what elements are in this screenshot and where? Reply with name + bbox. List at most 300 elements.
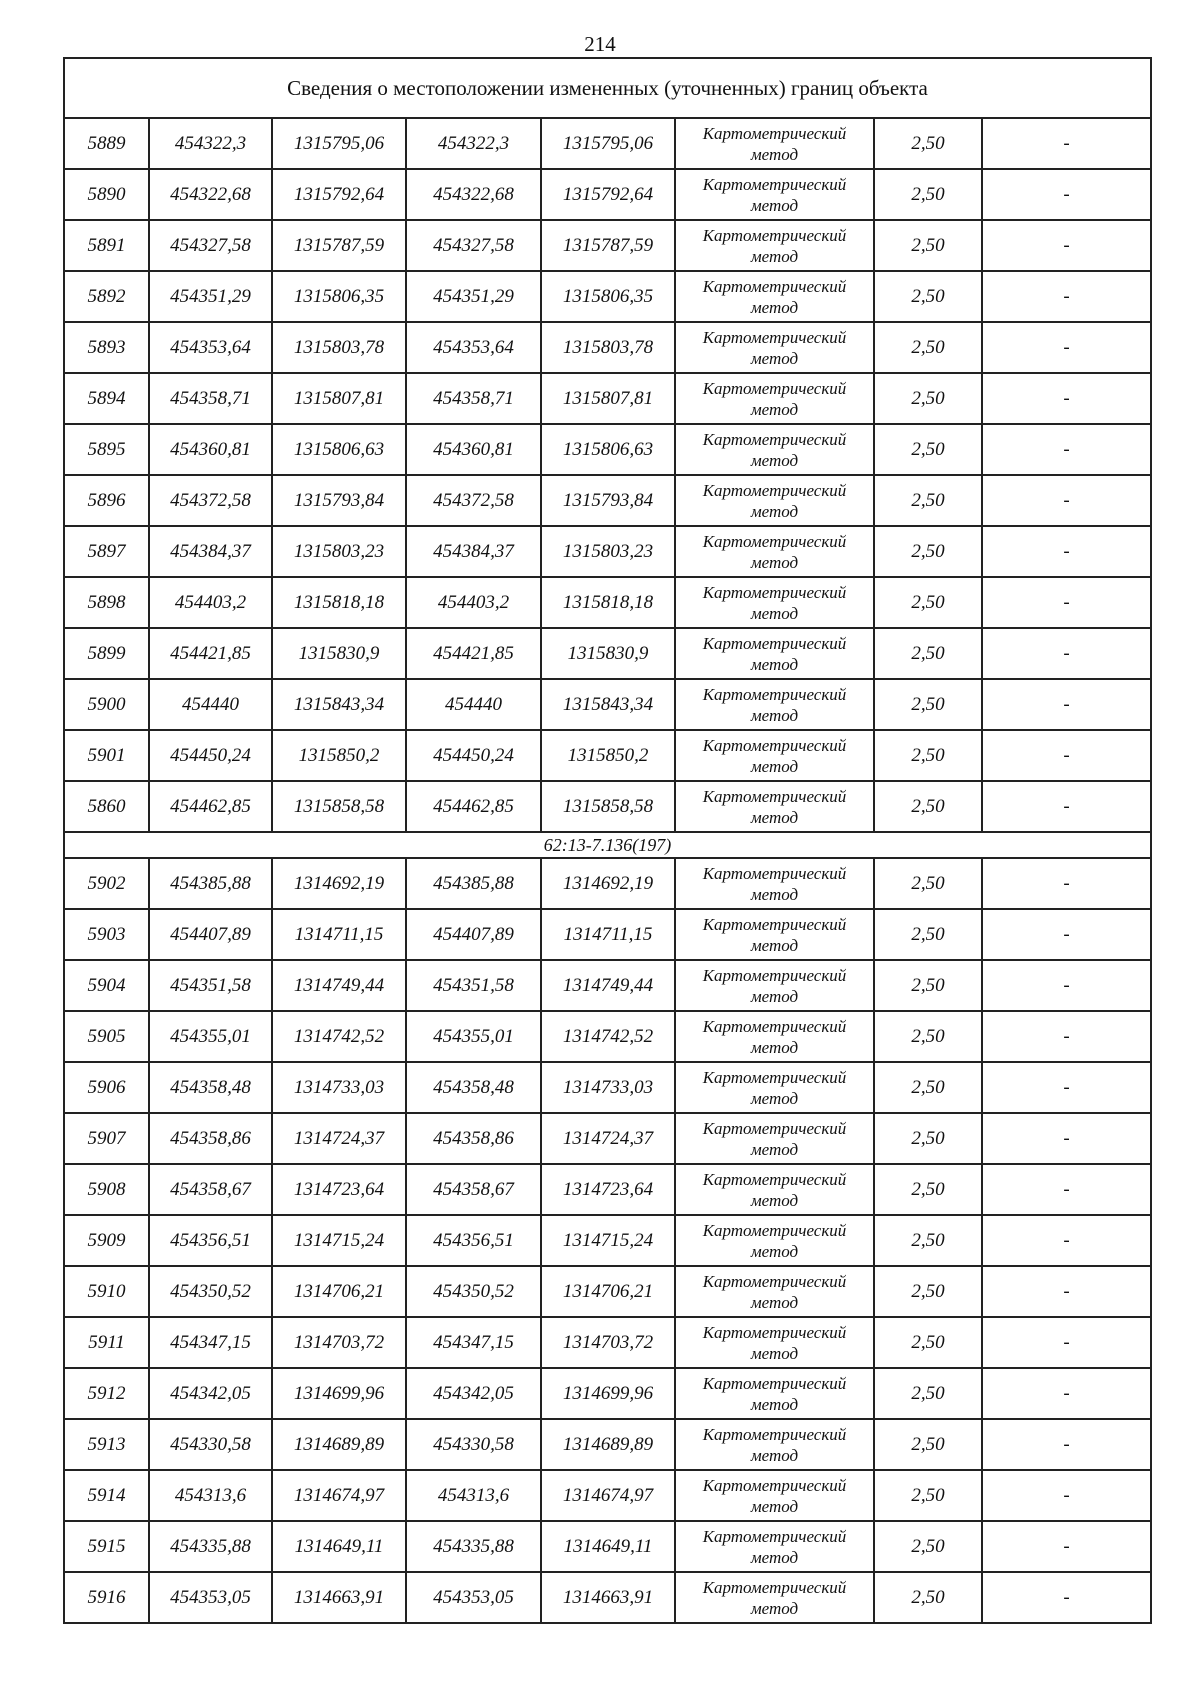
method-text-line1: Картометрический [702,123,847,143]
accuracy-cell: 2,50 [874,169,982,220]
x-existing-cell: 454450,24 [149,730,272,781]
description-cell: - [982,424,1151,475]
x-new-cell: 454384,37 [406,526,541,577]
description-cell: - [982,220,1151,271]
y-existing-cell: 1315807,81 [272,373,406,424]
boundary-coordinates-table [63,57,1152,1624]
y-existing-cell: 1314692,19 [272,858,406,909]
y-new-cell: 1314742,52 [541,1011,675,1062]
y-new-cell: 1315803,78 [541,322,675,373]
page-number: 214 [584,32,616,56]
x-new-cell: 454353,64 [406,322,541,373]
method-cell [675,1317,874,1368]
y-existing-cell: 1314699,96 [272,1368,406,1419]
accuracy-cell: 2,50 [874,909,982,960]
table-row [64,909,1151,960]
method-text-line2: метод [750,399,799,419]
y-existing-cell: 1314649,11 [272,1521,406,1572]
description-cell: - [982,118,1151,169]
table-row [64,858,1151,909]
x-existing-cell: 454358,48 [149,1062,272,1113]
y-new-cell: 1315787,59 [541,220,675,271]
table-row [64,424,1151,475]
method-text-line1: Картометрический [702,1373,847,1393]
accuracy-cell: 2,50 [874,220,982,271]
table-row [64,577,1151,628]
point-number-cell: 5916 [64,1572,149,1623]
method-cell [675,1215,874,1266]
section-header-row [64,832,1151,858]
description-cell: - [982,1470,1151,1521]
table-row [64,1266,1151,1317]
y-existing-cell: 1314733,03 [272,1062,406,1113]
table-row [64,475,1151,526]
method-text-line1: Картометрический [702,1475,847,1495]
description-cell: - [982,858,1151,909]
point-number-cell: 5898 [64,577,149,628]
method-text-line2: метод [750,1598,799,1618]
y-new-cell: 1314663,91 [541,1572,675,1623]
method-text-line1: Картометрический [702,1016,847,1036]
description-cell: - [982,1419,1151,1470]
y-existing-cell: 1315792,64 [272,169,406,220]
method-text-line2: метод [750,884,799,904]
method-cell [675,909,874,960]
method-cell [675,526,874,577]
point-number-cell: 5894 [64,373,149,424]
x-new-cell: 454351,29 [406,271,541,322]
method-text-line2: метод [750,1394,799,1414]
table-row [64,1368,1151,1419]
accuracy-cell: 2,50 [874,628,982,679]
method-text-line2: метод [750,1547,799,1567]
x-existing-cell: 454358,71 [149,373,272,424]
method-cell [675,781,874,832]
accuracy-cell: 2,50 [874,1062,982,1113]
accuracy-cell: 2,50 [874,1572,982,1623]
point-number-cell: 5891 [64,220,149,271]
table-row [64,1419,1151,1470]
method-text-line2: метод [750,1190,799,1210]
method-text-line2: метод [750,1241,799,1261]
y-new-cell: 1314649,11 [541,1521,675,1572]
x-new-cell: 454322,3 [406,118,541,169]
point-number-cell: 5912 [64,1368,149,1419]
accuracy-cell: 2,50 [874,1266,982,1317]
accuracy-cell: 2,50 [874,781,982,832]
method-cell [675,220,874,271]
method-cell [675,1368,874,1419]
x-existing-cell: 454335,88 [149,1521,272,1572]
method-text-line2: метод [750,1445,799,1465]
method-text-line2: метод [750,450,799,470]
x-existing-cell: 454355,01 [149,1011,272,1062]
method-cell [675,679,874,730]
point-number-cell: 5914 [64,1470,149,1521]
y-existing-cell: 1315806,35 [272,271,406,322]
method-cell [675,322,874,373]
point-number-cell: 5895 [64,424,149,475]
accuracy-cell: 2,50 [874,1011,982,1062]
y-existing-cell: 1314703,72 [272,1317,406,1368]
method-cell [675,1266,874,1317]
point-number-cell: 5909 [64,1215,149,1266]
accuracy-cell: 2,50 [874,1164,982,1215]
table-body [64,58,1151,1623]
method-cell [675,628,874,679]
table-row [64,169,1151,220]
method-text-line1: Картометрический [702,1526,847,1546]
method-cell [675,1164,874,1215]
point-number-cell: 5904 [64,960,149,1011]
description-cell: - [982,909,1151,960]
y-new-cell: 1314724,37 [541,1113,675,1164]
y-existing-cell: 1314724,37 [272,1113,406,1164]
x-new-cell: 454372,58 [406,475,541,526]
point-number-cell: 5893 [64,322,149,373]
method-text-line1: Картометрический [702,1577,847,1597]
y-new-cell: 1314706,21 [541,1266,675,1317]
y-new-cell: 1314733,03 [541,1062,675,1113]
y-new-cell: 1314703,72 [541,1317,675,1368]
y-new-cell: 1315850,2 [541,730,675,781]
x-existing-cell: 454351,58 [149,960,272,1011]
x-new-cell: 454351,58 [406,960,541,1011]
x-existing-cell: 454407,89 [149,909,272,960]
table-row [64,628,1151,679]
point-number-cell: 5911 [64,1317,149,1368]
x-existing-cell: 454322,3 [149,118,272,169]
description-cell: - [982,679,1151,730]
table-row [64,679,1151,730]
x-new-cell: 454440 [406,679,541,730]
x-new-cell: 454330,58 [406,1419,541,1470]
x-new-cell: 454358,48 [406,1062,541,1113]
method-cell [675,424,874,475]
method-text-line1: Картометрический [702,1424,847,1444]
x-existing-cell: 454330,58 [149,1419,272,1470]
point-number-cell: 5890 [64,169,149,220]
table-title: Сведения о местоположении измененных (уточненных) границ объекта [64,58,1151,118]
method-text-line1: Картометрический [702,225,847,245]
description-cell: - [982,730,1151,781]
accuracy-cell: 2,50 [874,858,982,909]
accuracy-cell: 2,50 [874,1419,982,1470]
point-number-cell: 5897 [64,526,149,577]
description-cell: - [982,577,1151,628]
x-new-cell: 454358,71 [406,373,541,424]
method-cell [675,1419,874,1470]
accuracy-cell: 2,50 [874,1521,982,1572]
y-new-cell: 1314711,15 [541,909,675,960]
y-new-cell: 1314723,64 [541,1164,675,1215]
method-text-line1: Картометрический [702,863,847,883]
y-existing-cell: 1315830,9 [272,628,406,679]
y-existing-cell: 1314715,24 [272,1215,406,1266]
table-row [64,1470,1151,1521]
description-cell: - [982,1113,1151,1164]
x-new-cell: 454335,88 [406,1521,541,1572]
y-existing-cell: 1315795,06 [272,118,406,169]
description-cell: - [982,271,1151,322]
method-text-line2: метод [750,348,799,368]
x-existing-cell: 454360,81 [149,424,272,475]
x-existing-cell: 454372,58 [149,475,272,526]
y-existing-cell: 1314711,15 [272,909,406,960]
y-new-cell: 1315793,84 [541,475,675,526]
x-new-cell: 454358,67 [406,1164,541,1215]
y-existing-cell: 1314706,21 [272,1266,406,1317]
x-existing-cell: 454342,05 [149,1368,272,1419]
description-cell: - [982,1062,1151,1113]
description-cell: - [982,322,1151,373]
table-row [64,1572,1151,1623]
accuracy-cell: 2,50 [874,1368,982,1419]
y-new-cell: 1315843,34 [541,679,675,730]
y-existing-cell: 1315818,18 [272,577,406,628]
y-existing-cell: 1315803,78 [272,322,406,373]
x-existing-cell: 454421,85 [149,628,272,679]
method-text-line2: метод [750,1139,799,1159]
method-cell [675,1011,874,1062]
x-new-cell: 454327,58 [406,220,541,271]
accuracy-cell: 2,50 [874,424,982,475]
x-existing-cell: 454353,64 [149,322,272,373]
x-new-cell: 454450,24 [406,730,541,781]
method-text-line2: метод [750,144,799,164]
x-new-cell: 454342,05 [406,1368,541,1419]
accuracy-cell: 2,50 [874,526,982,577]
method-text-line2: метод [750,195,799,215]
point-number-cell: 5860 [64,781,149,832]
method-cell [675,271,874,322]
x-existing-cell: 454350,52 [149,1266,272,1317]
method-text-line2: метод [750,654,799,674]
description-cell: - [982,628,1151,679]
x-existing-cell: 454347,15 [149,1317,272,1368]
method-cell [675,1572,874,1623]
x-existing-cell: 454358,67 [149,1164,272,1215]
y-new-cell: 1315807,81 [541,373,675,424]
method-text-line1: Картометрический [702,276,847,296]
section-label: 62:13-7.136(197) [64,832,1151,858]
table-row [64,118,1151,169]
x-new-cell: 454385,88 [406,858,541,909]
x-new-cell: 454421,85 [406,628,541,679]
description-cell: - [982,1521,1151,1572]
method-text-line1: Картометрический [702,1067,847,1087]
x-new-cell: 454353,05 [406,1572,541,1623]
method-cell [675,577,874,628]
method-text-line2: метод [750,756,799,776]
method-cell [675,730,874,781]
method-cell [675,475,874,526]
method-text-line1: Картометрический [702,327,847,347]
y-new-cell: 1315792,64 [541,169,675,220]
method-text-line1: Картометрический [702,1169,847,1189]
y-existing-cell: 1315793,84 [272,475,406,526]
table-row [64,220,1151,271]
method-text-line1: Картометрический [702,531,847,551]
table-row [64,271,1151,322]
x-new-cell: 454355,01 [406,1011,541,1062]
y-new-cell: 1314699,96 [541,1368,675,1419]
x-existing-cell: 454313,6 [149,1470,272,1521]
method-text-line1: Картометрический [702,1322,847,1342]
description-cell: - [982,1368,1151,1419]
y-existing-cell: 1314723,64 [272,1164,406,1215]
accuracy-cell: 2,50 [874,679,982,730]
x-existing-cell: 454327,58 [149,220,272,271]
accuracy-cell: 2,50 [874,322,982,373]
method-cell [675,373,874,424]
method-cell [675,858,874,909]
table-row [64,322,1151,373]
accuracy-cell: 2,50 [874,1215,982,1266]
method-text-line1: Картометрический [702,735,847,755]
x-new-cell: 454356,51 [406,1215,541,1266]
description-cell: - [982,1317,1151,1368]
accuracy-cell: 2,50 [874,1317,982,1368]
x-new-cell: 454322,68 [406,169,541,220]
point-number-cell: 5907 [64,1113,149,1164]
table-row [64,1113,1151,1164]
y-existing-cell: 1315850,2 [272,730,406,781]
y-existing-cell: 1314749,44 [272,960,406,1011]
accuracy-cell: 2,50 [874,118,982,169]
method-text-line1: Картометрический [702,1271,847,1291]
method-cell [675,1062,874,1113]
y-existing-cell: 1315843,34 [272,679,406,730]
y-new-cell: 1315858,58 [541,781,675,832]
y-existing-cell: 1315858,58 [272,781,406,832]
point-number-cell: 5908 [64,1164,149,1215]
x-new-cell: 454350,52 [406,1266,541,1317]
description-cell: - [982,1572,1151,1623]
method-cell [675,960,874,1011]
method-cell [675,1113,874,1164]
description-cell: - [982,1266,1151,1317]
description-cell: - [982,475,1151,526]
x-new-cell: 454403,2 [406,577,541,628]
x-existing-cell: 454322,68 [149,169,272,220]
x-existing-cell: 454440 [149,679,272,730]
y-new-cell: 1314692,19 [541,858,675,909]
method-text-line1: Картометрический [702,174,847,194]
point-number-cell: 5915 [64,1521,149,1572]
table-row [64,1317,1151,1368]
method-text-line2: метод [750,501,799,521]
x-existing-cell: 454385,88 [149,858,272,909]
method-text-line2: метод [750,1037,799,1057]
x-existing-cell: 454384,37 [149,526,272,577]
description-cell: - [982,781,1151,832]
x-new-cell: 454347,15 [406,1317,541,1368]
method-text-line1: Картометрический [702,480,847,500]
point-number-cell: 5900 [64,679,149,730]
method-text-line2: метод [750,246,799,266]
method-text-line2: метод [750,1292,799,1312]
table-row [64,526,1151,577]
description-cell: - [982,1164,1151,1215]
method-text-line1: Картометрический [702,684,847,704]
accuracy-cell: 2,50 [874,960,982,1011]
x-new-cell: 454313,6 [406,1470,541,1521]
y-new-cell: 1314689,89 [541,1419,675,1470]
point-number-cell: 5906 [64,1062,149,1113]
accuracy-cell: 2,50 [874,730,982,781]
table-row [64,1215,1151,1266]
point-number-cell: 5892 [64,271,149,322]
method-text-line2: метод [750,986,799,1006]
method-cell [675,1521,874,1572]
point-number-cell: 5901 [64,730,149,781]
method-text-line2: метод [750,1496,799,1516]
description-cell: - [982,526,1151,577]
y-existing-cell: 1315806,63 [272,424,406,475]
accuracy-cell: 2,50 [874,1113,982,1164]
table-row [64,1521,1151,1572]
point-number-cell: 5889 [64,118,149,169]
x-new-cell: 454462,85 [406,781,541,832]
y-new-cell: 1315803,23 [541,526,675,577]
method-cell [675,1470,874,1521]
accuracy-cell: 2,50 [874,577,982,628]
x-existing-cell: 454356,51 [149,1215,272,1266]
x-existing-cell: 454358,86 [149,1113,272,1164]
method-text-line1: Картометрический [702,1220,847,1240]
method-cell [675,169,874,220]
method-text-line1: Картометрический [702,786,847,806]
y-new-cell: 1315830,9 [541,628,675,679]
description-cell: - [982,169,1151,220]
y-new-cell: 1314715,24 [541,1215,675,1266]
y-new-cell: 1315806,35 [541,271,675,322]
y-new-cell: 1315818,18 [541,577,675,628]
x-existing-cell: 454403,2 [149,577,272,628]
point-number-cell: 5903 [64,909,149,960]
point-number-cell: 5896 [64,475,149,526]
point-number-cell: 5913 [64,1419,149,1470]
accuracy-cell: 2,50 [874,475,982,526]
method-text-line2: метод [750,935,799,955]
method-cell [675,118,874,169]
method-text-line1: Картометрический [702,633,847,653]
point-number-cell: 5905 [64,1011,149,1062]
y-new-cell: 1314674,97 [541,1470,675,1521]
table-row [64,1062,1151,1113]
method-text-line2: метод [750,1088,799,1108]
description-cell: - [982,960,1151,1011]
x-existing-cell: 454351,29 [149,271,272,322]
description-cell: - [982,1215,1151,1266]
point-number-cell: 5910 [64,1266,149,1317]
description-cell: - [982,1011,1151,1062]
accuracy-cell: 2,50 [874,1470,982,1521]
table-title-row [64,58,1151,118]
y-existing-cell: 1315787,59 [272,220,406,271]
x-existing-cell: 454462,85 [149,781,272,832]
method-text-line2: метод [750,807,799,827]
method-text-line2: метод [750,603,799,623]
y-existing-cell: 1314742,52 [272,1011,406,1062]
y-existing-cell: 1314663,91 [272,1572,406,1623]
y-new-cell: 1314749,44 [541,960,675,1011]
method-text-line1: Картометрический [702,582,847,602]
method-text-line1: Картометрический [702,1118,847,1138]
description-cell: - [982,373,1151,424]
table-row [64,1164,1151,1215]
